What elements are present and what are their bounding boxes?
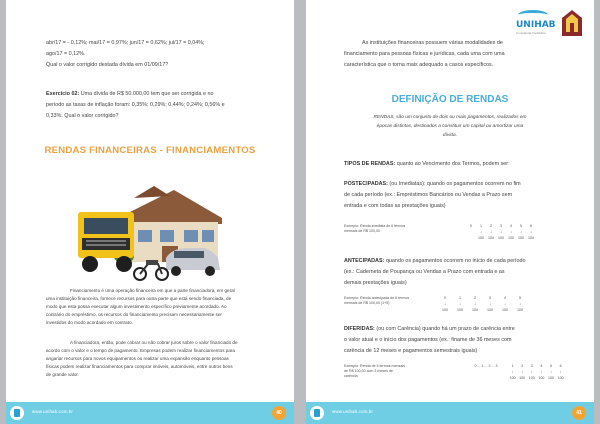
diagram-value: 100: [472, 308, 478, 312]
diagram-value: 100: [518, 236, 524, 240]
dif-line: o valor atual e o início dos pagamentos (ex.: finame de 36 meses com: [344, 337, 512, 343]
intro-line: característica que o torna mais adequado a casos específicos.: [344, 62, 494, 68]
diagram-value: 100: [538, 376, 545, 380]
down-arrow-icon: ↓: [474, 301, 476, 306]
down-arrow-icon: ↓: [510, 229, 512, 234]
down-arrow-icon: ↓: [550, 369, 552, 374]
down-arrow-icon: ↓: [480, 229, 482, 234]
logo-swoosh-icon: [518, 10, 548, 20]
inflation-rates-line-2: ago/17 = 0,12%.: [46, 51, 86, 57]
diagram-period: 2: [474, 296, 476, 300]
exercise-line-2: período as taxas de inflação foram: 0,35%; 0,29%; 0,44%; 0,24%; 0,56% e: [46, 102, 225, 108]
diagram-value: 100: [548, 376, 554, 380]
diagram-label: Exemplo: Renda imediata de 6 termos mensais de R$ 100,00: [344, 224, 406, 233]
unihab-logo: [516, 6, 588, 46]
down-arrow-icon: ↓: [540, 369, 543, 374]
footer-book-icon: [10, 406, 24, 420]
para2-line: A financiadora, então, pode cobrar ou não cobrar juros sobre o valor financiado de: [70, 340, 238, 345]
definition-line: épocas distintas, destinados a constituir um capital ou amortizar uma: [376, 124, 524, 129]
diagram-period: 0: [444, 296, 446, 300]
para2-line: de grande valor.: [46, 372, 79, 377]
diagram-value: 100: [557, 376, 564, 380]
dif-text: (ou com Carência) quando há um prazo de carência entre: [374, 326, 515, 332]
para2-line: angariar recursos para novos equipamentos ou realizar uma expansão enquanto pessoas: [46, 356, 229, 361]
diagram-period: 5: [520, 224, 522, 228]
diagram-value: 100: [508, 236, 514, 240]
crest-icon: [560, 8, 584, 38]
down-arrow-icon: ↓: [459, 301, 461, 306]
diagram-label: Exemplo: Renda antecipada de 6 termos mensais de R$ 100,00 (1+5): [344, 296, 410, 305]
exercise-label: Exercício 02:: [46, 91, 80, 97]
timeline-diagram-antecipada: [344, 296, 584, 320]
diagram-period: 4: [510, 224, 512, 228]
diagram-period: 4: [540, 364, 543, 368]
tipos-de-rendas: [344, 160, 510, 169]
diagram-value: 100: [517, 308, 523, 312]
logo-tagline: Consultoria Imobiliária: [516, 31, 546, 35]
antecipadas: [344, 257, 526, 266]
down-arrow-icon: ↓: [490, 229, 492, 234]
diagram-value: 100: [478, 236, 484, 240]
diagram-period: 3: [530, 364, 533, 368]
para2-line: físicas podem realizar financiamentos para comprar imóveis, automóveis, entre outros bens: [46, 364, 233, 369]
footer-site[interactable]: www.unihab.com.br: [332, 409, 373, 414]
diagram-period: 4: [504, 296, 506, 300]
down-arrow-icon: ↓: [559, 369, 562, 374]
down-arrow-icon: ↓: [504, 301, 506, 306]
down-arrow-icon: ↓: [489, 301, 491, 306]
footer-bar: [306, 402, 594, 424]
post-line: entrada e com todas as prestações iguais): [344, 203, 446, 209]
diagram-value: 100: [487, 308, 493, 312]
diagram-value: 100: [519, 376, 526, 380]
post-label: POSTECIPADAS:: [344, 181, 388, 187]
intro-line: financiamento para pessoas físicas e jurídicas, cada uma com uma: [344, 51, 505, 57]
definition-line: RENDAS, são um conjunto de dois ou mais pagamentos, realizados em: [373, 115, 527, 120]
para1-line: modo que esta possa executar algum investimento específico previamente acordado. Ao: [46, 304, 227, 309]
para1-line: investidos do modo acordado em contrato.: [46, 320, 133, 325]
left-page: [6, 0, 294, 424]
ante-line: (ex.: Caderneta de Poupança ou Vendas a Prazo com entrada e as: [344, 269, 505, 275]
diagram-period: 1: [480, 224, 482, 228]
exercise-text: Uma dívida de R$ 50.000,00 tem que ser corrigida e no: [79, 91, 214, 97]
down-arrow-icon: ↓: [521, 369, 524, 374]
question-text: Qual o valor corrigido destada dívida em 01/09/17?: [46, 62, 169, 68]
diagram-period: 2: [490, 224, 492, 228]
section-title-rendas-financeiras: RENDAS FINANCEIRAS - FINANCIAMENTOS: [44, 145, 256, 156]
footer-bar: [6, 402, 294, 424]
down-arrow-icon: ↓: [444, 301, 446, 306]
diagram-value: 100: [528, 376, 535, 380]
ante-label: ANTECIPADAS:: [344, 258, 385, 264]
inflation-rates-line: abr/17 = - 0,12%; mai/17 = 0,97%; jun/17 = 0,62%; jul/17 = 0,04%;: [46, 40, 205, 46]
page-number: 41: [572, 406, 586, 420]
diagram-period: 5: [519, 296, 521, 300]
down-arrow-icon: ↓: [519, 301, 521, 306]
exercise-02: [46, 90, 214, 99]
down-arrow-icon: ↓: [500, 229, 502, 234]
diagram-value: 100: [457, 308, 463, 312]
page-number: 40: [272, 406, 286, 420]
down-arrow-icon: ↓: [530, 369, 533, 374]
diagram-period: 6: [530, 224, 532, 228]
diagram-period: 0 ... 1 ... 2 ... 3: [474, 364, 498, 368]
diagram-value: 100: [488, 236, 494, 240]
footer-site[interactable]: www.unihab.com.br: [32, 409, 73, 414]
para1-line: uma instituição financeira, fornece recursos para outra parte que está sendo financiada, de: [46, 296, 232, 301]
exercise-line-3: 0,33%. Qual o valor corrigido?: [46, 113, 119, 119]
tipos-label: TIPOS DE RENDAS:: [344, 161, 396, 167]
ante-text: quando os pagamentos ocorrem no início de cada período: [384, 258, 526, 264]
diagram-value: 100: [528, 236, 534, 240]
post-line: de cada período (ex.: Empréstimos Bancários ou Vendas a Prazo sem: [344, 192, 513, 198]
truck-house-photo: [74, 176, 224, 286]
diagram-label: Exemplo: Renda de 6 termos mensais de R$ 100,00 com 3 meses de carência: [344, 364, 405, 378]
diagram-period: 3: [489, 296, 491, 300]
footer-book-icon: [310, 406, 324, 420]
diagram-period: 5: [550, 364, 552, 368]
diferidas: [344, 325, 515, 334]
down-arrow-icon: ↓: [511, 369, 514, 374]
diagram-value: 100: [498, 236, 504, 240]
post-text: (ou Imediatas): quando os pagamentos ocorrem no fim: [387, 181, 521, 187]
dif-label: DIFERIDAS:: [344, 326, 375, 332]
diagram-period: 1: [459, 296, 461, 300]
diagram-value: 100: [509, 376, 516, 380]
diagram-period: 6: [559, 364, 562, 368]
postecipadas: [344, 180, 521, 189]
para1-line: contrário do empréstimo, os recursos do financiamento precisam necessariamente ser: [46, 312, 222, 317]
tipos-text: quanto ao Vencimento dos Termos, podem ser:: [395, 161, 510, 167]
ante-line: demais prestações iguais): [344, 280, 407, 286]
down-arrow-icon: ↓: [530, 229, 532, 234]
diagram-value: 100: [502, 308, 508, 312]
diagram-period: 1: [511, 364, 514, 368]
timeline-diagram-diferida: [344, 364, 584, 388]
para1-line: Financiamento é uma operação financeira em que a parte financiadora, em geral: [70, 288, 235, 293]
right-page: [306, 0, 594, 424]
logo-brand: UNIHAB: [516, 20, 556, 30]
para2-line: acordo com o valor e o tempo de pagamento. Empresas podem realizar financiamentos para: [46, 348, 235, 353]
intro-line: As instituições financeiras possuem várias modalidades de: [362, 40, 503, 46]
dif-line: carência de 12 meses e pagamentos semestrais iguais): [344, 348, 478, 354]
diagram-period: 0: [470, 224, 472, 228]
diagram-period: 3: [500, 224, 502, 228]
down-arrow-icon: ↓: [520, 229, 522, 234]
diagram-value: 100: [442, 308, 448, 312]
diagram-period: 2: [521, 364, 524, 368]
section-title-definicao: DEFINIÇÃO DE RENDAS: [391, 94, 509, 105]
definition-line: dívida.: [442, 133, 458, 138]
timeline-diagram-postecipada: [344, 224, 584, 248]
